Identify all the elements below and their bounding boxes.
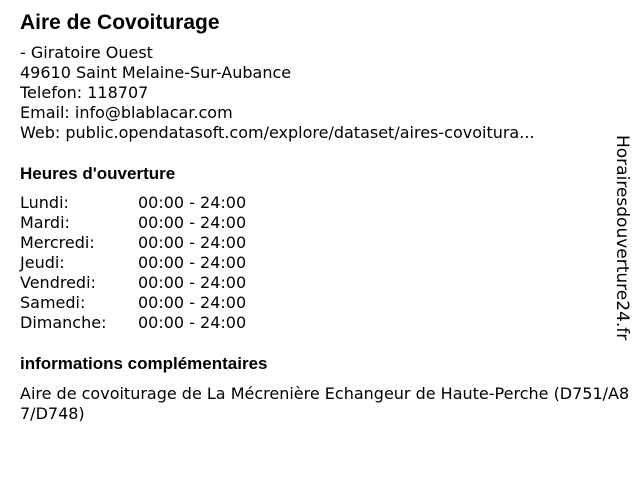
hours-heading: Heures d'ouverture [20, 164, 176, 183]
info-text: Aire de covoiturage de La Mécrenière Echangeur de Haute-Perche (D751/A87/D748) [20, 384, 630, 423]
hours-row [20, 213, 246, 233]
time-range: 00:00 - 24:00 [138, 313, 247, 332]
time-range: 00:00 - 24:00 [138, 293, 247, 312]
day-label: Lundi: [20, 193, 69, 212]
street-line: - Giratoire Ouest [20, 43, 153, 62]
hours-table [20, 193, 246, 333]
day-label: Mardi: [20, 213, 70, 232]
brand-watermark: Horairesdouverture24.fr [612, 135, 632, 341]
time-range: 00:00 - 24:00 [138, 213, 247, 232]
day-label: Mercredi: [20, 233, 95, 252]
hours-row [20, 313, 246, 333]
address-block [20, 43, 535, 143]
day-label: Jeudi: [20, 253, 65, 272]
day-label: Samedi: [20, 293, 86, 312]
hours-row [20, 253, 246, 273]
hours-row [20, 293, 246, 313]
hours-row [20, 273, 246, 293]
web-line: Web: public.opendatasoft.com/explore/dataset/aires-covoitura... [20, 123, 535, 142]
hours-row [20, 233, 246, 253]
time-range: 00:00 - 24:00 [138, 253, 247, 272]
time-range: 00:00 - 24:00 [138, 233, 247, 252]
day-label: Dimanche: [20, 313, 107, 332]
day-label: Vendredi: [20, 273, 96, 292]
hours-row [20, 193, 246, 213]
phone-line: Telefon: 118707 [20, 83, 149, 102]
page-title: Aire de Covoiturage [20, 11, 220, 34]
email-line: Email: info@blablacar.com [20, 103, 233, 122]
time-range: 00:00 - 24:00 [138, 273, 247, 292]
city-line: 49610 Saint Melaine-Sur-Aubance [20, 63, 292, 82]
info-heading: informations complémentaires [20, 354, 268, 373]
time-range: 00:00 - 24:00 [138, 193, 247, 212]
